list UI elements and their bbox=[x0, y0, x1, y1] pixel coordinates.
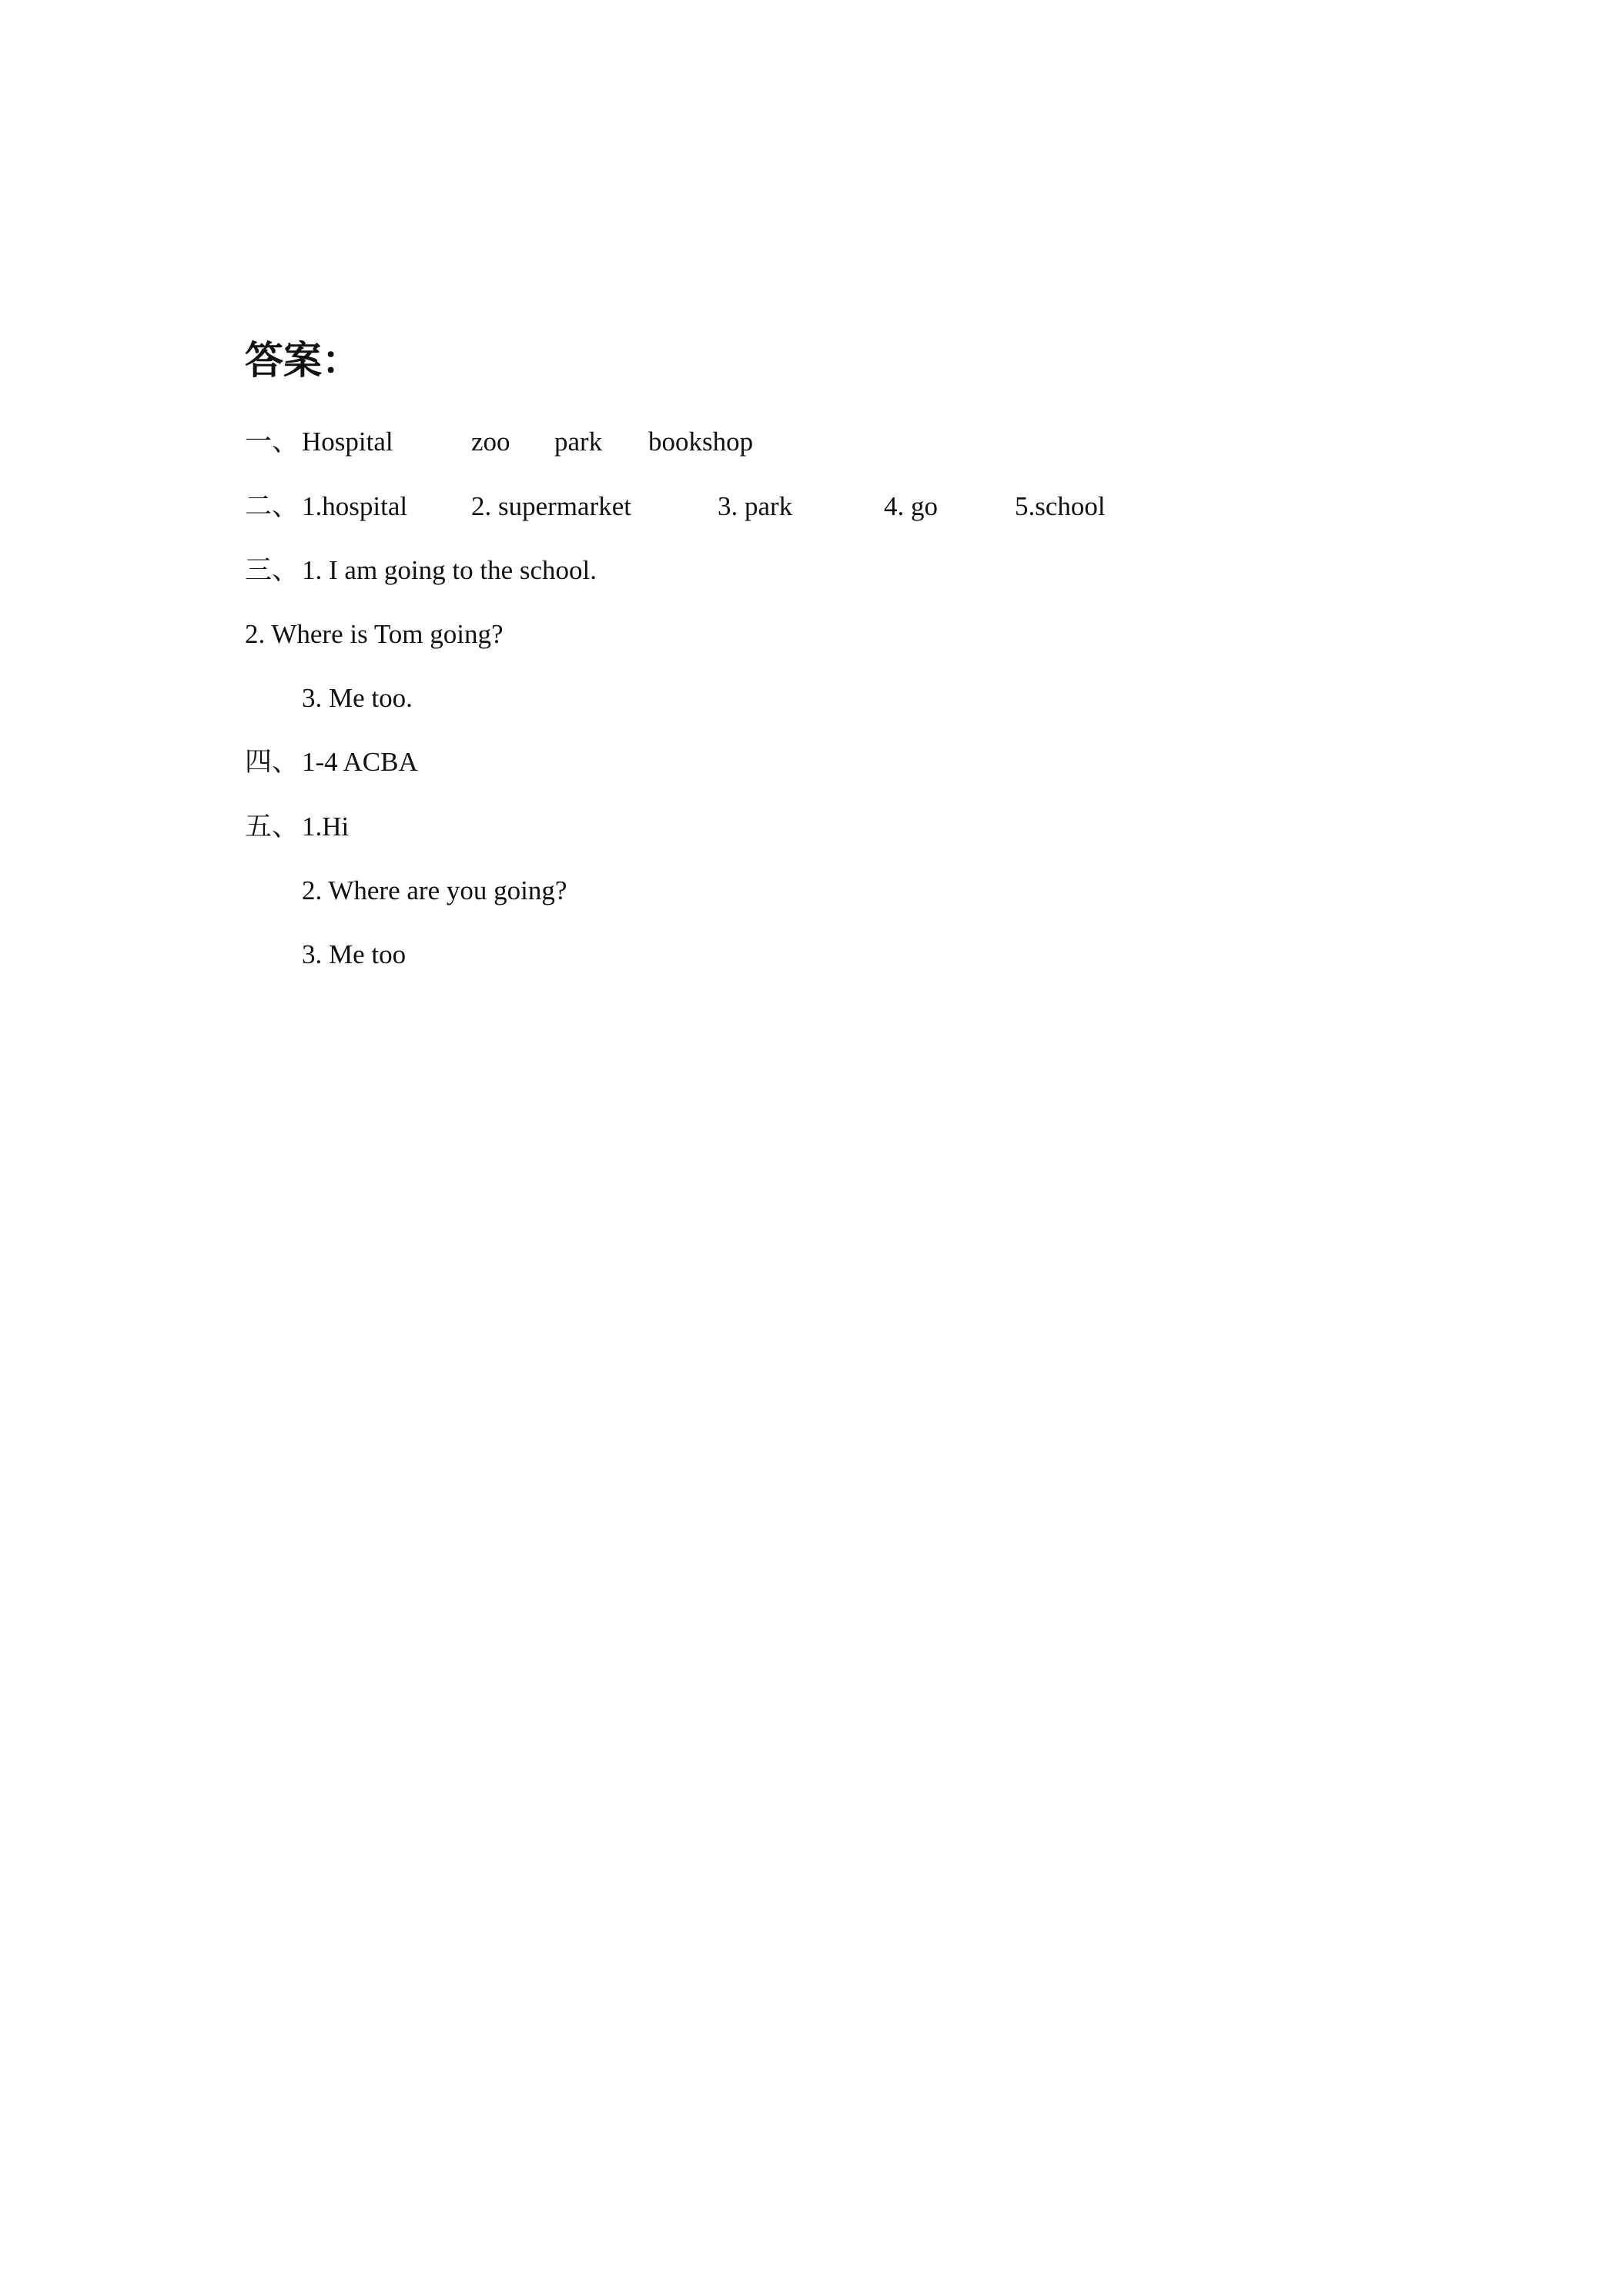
section-3-line-2: 2. Where is Tom going? bbox=[245, 619, 504, 649]
section-5-line-2: 2. Where are you going? bbox=[302, 875, 567, 905]
page-title: 答案： bbox=[245, 339, 360, 382]
section-1-prefix: 一、 bbox=[245, 427, 300, 457]
section-5-answer-1: 1.Hi bbox=[302, 812, 350, 842]
section-3-prefix: 三、 bbox=[245, 555, 300, 585]
section-2-item-2: 2. supermarket bbox=[471, 491, 631, 521]
section-1-item-3: park bbox=[554, 427, 603, 457]
section-2-prefix: 二、 bbox=[245, 491, 300, 521]
section-1-item-1: Hospital bbox=[302, 427, 393, 457]
section-5-line-3: 3. Me too bbox=[302, 939, 407, 969]
section-3-line-3: 3. Me too. bbox=[302, 683, 413, 713]
section-2-item-1: 1.hospital bbox=[302, 491, 408, 521]
section-3-answer-1: 1. I am going to the school. bbox=[302, 555, 597, 585]
section-1-item-2: zoo bbox=[471, 427, 510, 457]
section-4-prefix: 四、 bbox=[245, 747, 300, 777]
section-4-answer: 1-4 ACBA bbox=[302, 747, 418, 777]
section-2-item-5: 5.school bbox=[1015, 491, 1106, 521]
section-5-prefix: 五、 bbox=[245, 812, 300, 842]
section-2-item-3: 3. park bbox=[718, 491, 793, 521]
section-1-item-4: bookshop bbox=[648, 427, 754, 457]
section-2-item-4: 4. go bbox=[884, 491, 938, 521]
